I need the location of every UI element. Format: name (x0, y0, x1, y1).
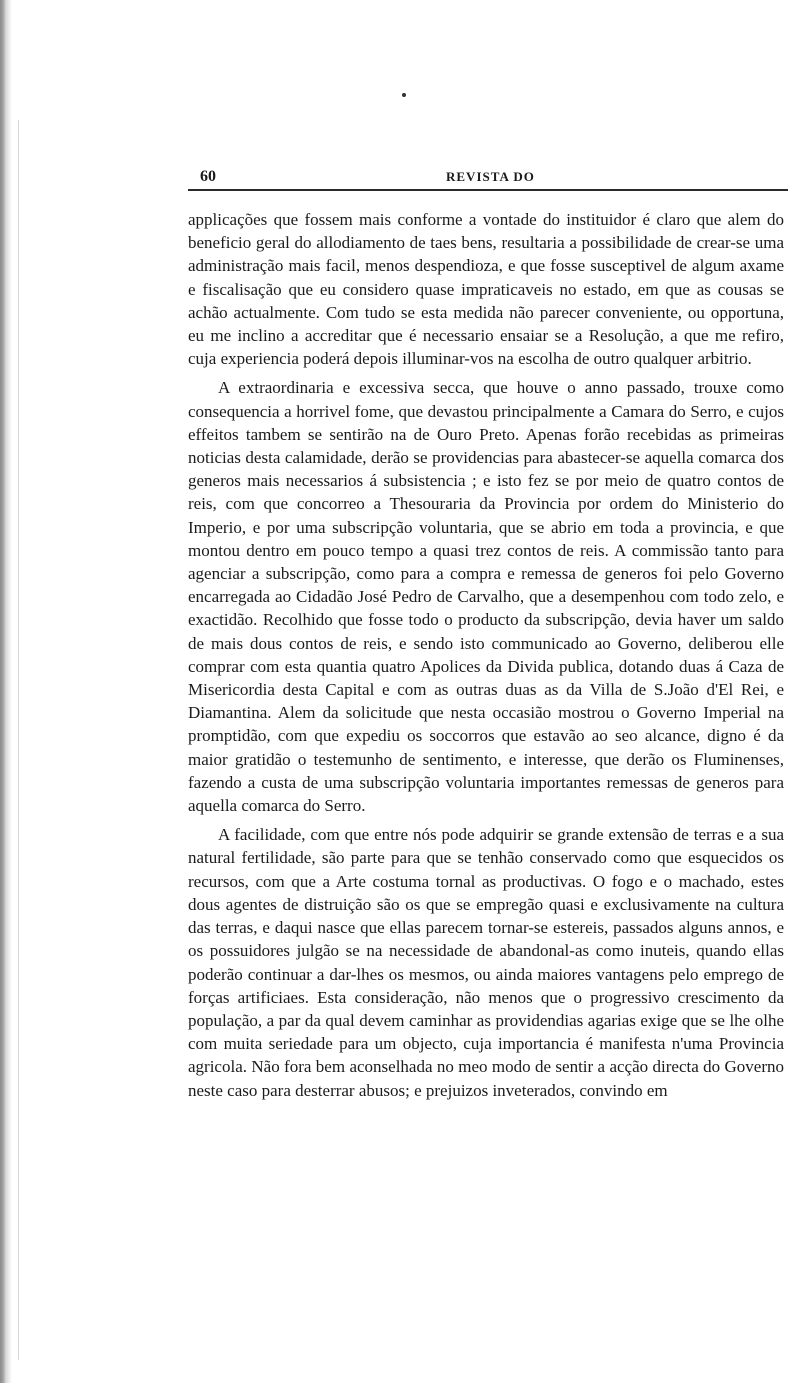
paragraph: A extraordinaria e excessiva secca, que houve o anno passado, trouxe como consequencia a horrivel fome, que devastou principalmente a Camara do Serro, e cujos effeitos tambem se sentirão na de Ouro Preto. Apenas forão recebidas as primeiras noticias desta calamidade, derão se providencias para abastecer-se aquella comarca dos generos mais necessarios á subsistencia ; e isto fez se por meio de quatro contos de reis, com que concorreo a Thesouraria da Provincia por ordem do Ministerio do Imperio, e por uma subscripção voluntaria, que se abrio em toda a provincia, e que montou dentro em pouco tempo a quasi trez contos de reis. A commissão tanto para agenciar a subscripção, como para a compra e remessa de generos foi pelo Governo encarregada ao Cidadão José Pedro de Carvalho, que a desempenhou com todo zelo, e exactidão. Recolhido que fosse todo o producto da subscripção, devia haver um saldo de mais dous contos de reis, e sendo isto communicado ao Governo, deliberou elle comprar com esta quantia quatro Apolices da Divida publica, dotando duas á Caza de Misericordia desta Capital e com as outras duas as da Villa de S.João d'El Rei, e Diamantina. Alem da solicitude que nesta occasião mostrou o Governo Imperial na promptidão, com que expediu os soccorros que estavão ao seo alcance, digno é da maior gratidão o testemunho de sentimento, e interesse, que derão os Fluminenses, fazendo a custa de uma subscripção voluntaria importantes remessas de generos para aquella comarca do Serro. (188, 378, 784, 816)
scan-edge-line (18, 120, 19, 1360)
ink-speck (402, 93, 406, 97)
page-number: 60 (200, 168, 216, 185)
running-head: REVISTA DO (446, 169, 535, 184)
paragraph: applicações que fossem mais conforme a vontade do instituidor é claro que alem do beneficio geral do allodiamento de taes bens, resultaria a possibilidade de crear-se uma administração mais facil, menos despendioza, e que fosse susceptivel de algum axame e fiscalisação que eu considero quase impraticaveis no estado, em que as cousas se achão actualmente. Com tudo se esta medida não parecer conveniente, ou opportuna, eu me inclino a accreditar que é necessario ensaiar se a Resolução, a que me refiro, cuja experiencia poderá depois illuminar-vos na escolha de outro qualquer arbitrio. (188, 210, 784, 369)
scan-edge-shadow (0, 0, 12, 1383)
paragraph: A facilidade, com que entre nós pode adquirir se grande extensão de terras e a sua natural fertilidade, são parte para que se tenhão conservado como que esquecidos os recursos, com que a Arte costuma tornal as productivas. O fogo e o machado, estes dous agentes de distruição são os que se empregão quasi e exclusivamente na cultura das terras, e daqui nasce que ellas parecem tornar-se estereis, passados alguns annos, e os possuidores julgão se na necessidade de abandonal-as como inuteis, quando ellas poderão continuar a dar-lhes os mesmos, ou ainda maiores vantagens pelo emprego de forças artificiaes. Esta consideração, não menos que o progressivo crescimento da população, a par da qual devem caminhar as providendias agarias exige que se lhe olhe com muita seriedade para um objecto, cuja importancia é manifesta n'uma Provincia agricola. Não fora bem aconselhada no meo modo de sentir a acção directa do Governo neste caso para desterrar abusos; e prejuizos inveterados, convindo em (188, 825, 784, 1100)
page-header (200, 168, 788, 190)
body-text (188, 208, 784, 1108)
header-rule (188, 189, 788, 191)
